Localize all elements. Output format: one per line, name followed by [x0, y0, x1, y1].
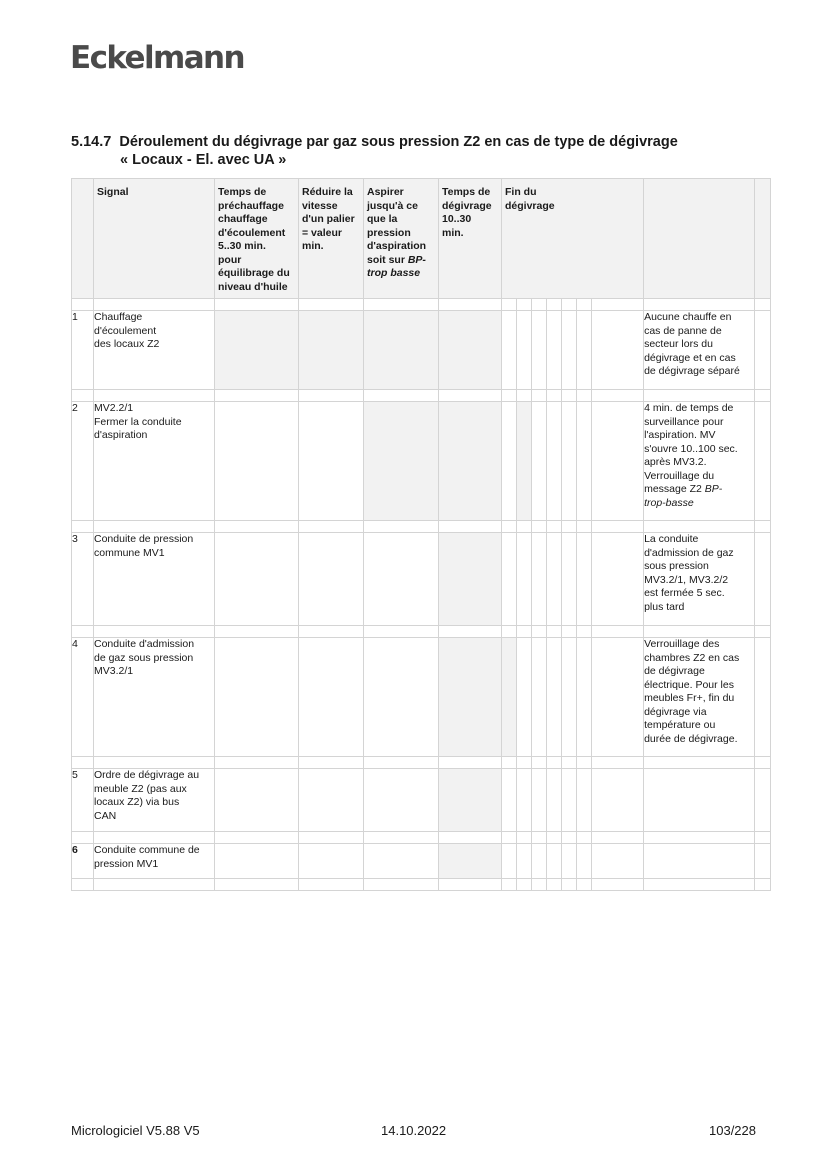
row-number: 5	[72, 769, 94, 832]
row-signal: Chauffage d'écoulement des locaux Z2	[94, 311, 215, 390]
row-remark: La conduite d'admission de gaz sous pression MV3.2/1, MV3.2/2 est fermée 5 sec. plus tard	[644, 533, 755, 626]
table-row	[72, 533, 771, 626]
table-row	[72, 402, 771, 521]
table-row	[72, 638, 771, 757]
row-remark: 4 min. de temps de surveillance pour l'aspiration. MV s'ouvre 10..100 sec. après MV3.2. Verrouillage du message Z2 BP- trop-basse	[644, 402, 755, 521]
header-row	[72, 179, 771, 299]
spacer-row	[72, 390, 771, 402]
table-row	[72, 769, 771, 832]
row-number: 1	[72, 311, 94, 390]
header-defrost-time: Temps de dégivrage 10..30 min.	[439, 179, 502, 299]
row-remark	[644, 844, 755, 879]
row-remark: Aucune chauffe en cas de panne de secteur lors du dégivrage et en cas de dégivrage séparé	[644, 311, 755, 390]
section-title-line2: « Locaux - El. avec UA »	[120, 152, 287, 168]
section-heading	[71, 133, 771, 169]
header-signal: Signal	[94, 179, 215, 299]
section-title-line1: Déroulement du dégivrage par gaz sous pression Z2 en cas de type de dégivrage	[119, 134, 678, 150]
spacer-row	[72, 757, 771, 769]
row-remark	[644, 769, 755, 832]
row-signal: MV2.2/1 Fermer la conduite d'aspiration	[94, 402, 215, 521]
header-aspire: Aspirer jusqu'à ce que la pression d'aspiration soit sur BP- trop basse	[364, 179, 439, 299]
row-remark: Verrouillage des chambres Z2 en cas de dégivrage électrique. Pour les meubles Fr+, fin du dégivrage via température ou durée de dégivrage.	[644, 638, 755, 757]
eckelmann-logo: Eckelmann	[70, 40, 244, 76]
row-number: 2	[72, 402, 94, 521]
row-number: 3	[72, 533, 94, 626]
spacer-row	[72, 299, 771, 311]
table-row	[72, 844, 771, 879]
header-preheat: Temps de préchauffage chauffage d'écoulement 5..30 min. pour équilibrage du niveau d'huile	[215, 179, 299, 299]
section-number: 5.14.7	[71, 134, 112, 150]
row-number: 6	[72, 844, 94, 879]
header-defrost-end: Fin du dégivrage	[502, 179, 644, 299]
defrost-sequence-table	[71, 178, 771, 891]
row-signal: Conduite d'admission de gaz sous pression MV3.2/1	[94, 638, 215, 757]
spacer-row	[72, 832, 771, 844]
footer-date: 14.10.2022	[381, 1123, 447, 1138]
spacer-row	[72, 626, 771, 638]
row-signal: Conduite de pression commune MV1	[94, 533, 215, 626]
spacer-row	[72, 879, 771, 891]
table-row	[72, 311, 771, 390]
row-number: 4	[72, 638, 94, 757]
spacer-row	[72, 521, 771, 533]
row-signal: Conduite commune de pression MV1	[94, 844, 215, 879]
footer-page-number: 103/228	[709, 1123, 756, 1138]
header-reduce-speed: Réduire la vitesse d'un palier = valeur min.	[299, 179, 364, 299]
footer-firmware: Micrologiciel V5.88 V5	[71, 1123, 200, 1138]
row-signal: Ordre de dégivrage au meuble Z2 (pas aux locaux Z2) via bus CAN	[94, 769, 215, 832]
